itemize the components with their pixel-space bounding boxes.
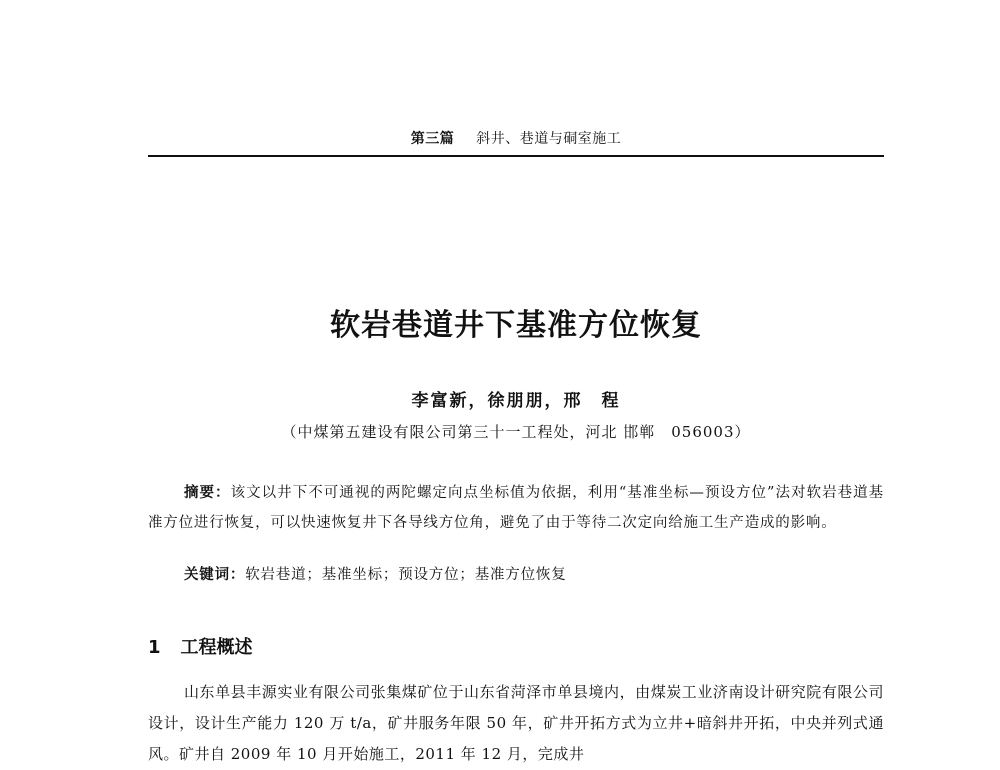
abstract-text: 该文以井下不可通视的两陀螺定向点坐标值为依据，利用“基准坐标—预设方位”法对软岩巷道基准方位进行恢复，可以快速恢复井下各导线方位角，避免了由于等待二次定向给施工生产造成的影响。 <box>148 485 884 531</box>
section-heading <box>148 633 884 659</box>
section-title: 工程概述 <box>180 637 253 658</box>
keywords <box>184 563 884 584</box>
keywords-text: 软岩巷道；基准坐标；预设方位；基准方位恢复 <box>245 567 567 583</box>
running-header-part: 第三篇 <box>410 131 455 147</box>
abstract-label: 摘要： <box>184 485 231 501</box>
body-paragraph: 山东单县丰源实业有限公司张集煤矿位于山东省菏泽市单县境内，由煤炭工业济南设计研究院有限公司设计，设计生产能力 120 万 t/a，矿井服务年限 50 年，矿井开拓方式为立井+暗斜井开拓，中央并列式通风。矿井自 2009 年 10 月开始施工，2011 年 12 月，完成井 <box>148 683 884 763</box>
abstract <box>148 478 884 538</box>
article-authors: 李富新，徐朋朋，邢 程 <box>411 391 621 411</box>
article-title: 软岩巷道井下基准方位恢复 <box>330 308 702 343</box>
keywords-label: 关键词： <box>184 567 246 583</box>
article-affiliation: （中煤第五建设有限公司第三十一工程处，河北 邯郸 056003） <box>281 423 751 441</box>
section-number: 1 <box>148 637 161 658</box>
header-rule <box>148 155 884 157</box>
running-header-section: 斜井、巷道与硐室施工 <box>476 131 622 147</box>
running-header <box>148 128 884 148</box>
